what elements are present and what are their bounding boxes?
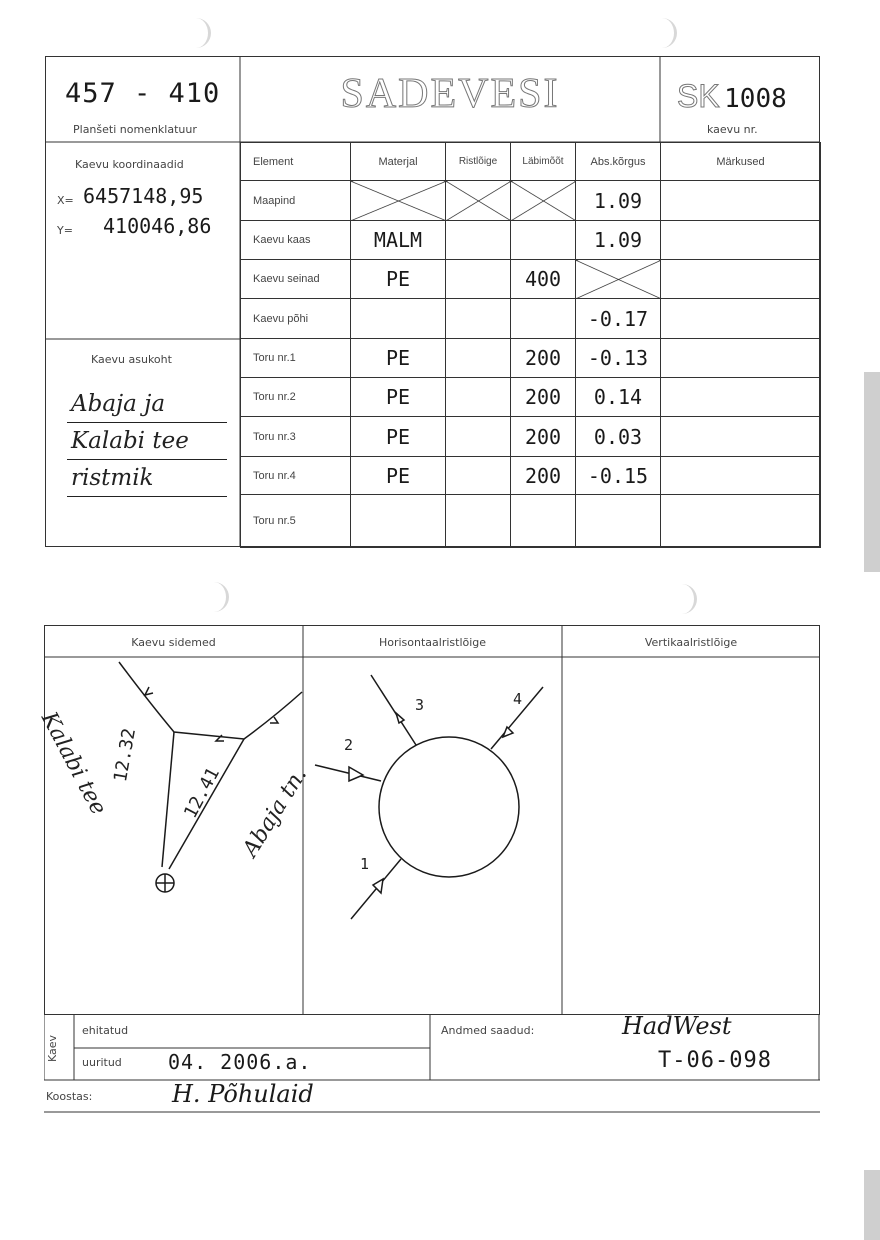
row-element: Toru nr.3 [241, 417, 351, 457]
y-value: 410046,86 [103, 214, 212, 238]
row-notes [661, 181, 821, 221]
row-elevation [576, 495, 661, 548]
row-notes [661, 457, 821, 495]
surveyed-value: 04. 2006.a. [168, 1050, 312, 1074]
table-row [241, 495, 821, 548]
table-row [241, 378, 821, 417]
well-symbol [156, 874, 174, 892]
table-row [241, 339, 821, 378]
row-diameter [511, 221, 576, 260]
location-lines [67, 386, 227, 497]
well-label: kaevu nr. [707, 123, 758, 136]
road-lines [119, 662, 302, 869]
author-label: Koostas: [46, 1090, 93, 1103]
row-elevation: -0.15 [576, 457, 661, 495]
row-diameter: 400 [511, 260, 576, 299]
row-elevation: -0.17 [576, 299, 661, 339]
row-section [446, 457, 511, 495]
row-material [351, 495, 446, 548]
col-header-element: Element [241, 143, 351, 181]
dist-b: 12.41 [180, 764, 224, 822]
row-notes [661, 299, 821, 339]
dist-a: 12.32 [110, 726, 141, 784]
row-diameter: 200 [511, 417, 576, 457]
pipe-lines [315, 675, 543, 919]
well-id [677, 78, 787, 115]
punch-hole-mid-left [208, 582, 229, 612]
row-elevation: 1.09 [576, 221, 661, 260]
row-diameter-crossed [511, 181, 576, 221]
row-notes [661, 260, 821, 299]
sketch-header-links: Kaevu sidemed [131, 636, 216, 649]
table-row [241, 221, 821, 260]
scan-edge-bottom [864, 1170, 880, 1240]
data-label: Andmed saadud: [441, 1024, 535, 1037]
table-header-row [241, 143, 821, 181]
punch-hole-top-left [190, 18, 211, 48]
row-section [446, 299, 511, 339]
row-section-crossed [446, 181, 511, 221]
punch-hole-mid-right [676, 584, 697, 614]
road-right-label: Abaja tn. [238, 763, 313, 862]
row-material: PE [351, 417, 446, 457]
table-row [241, 299, 821, 339]
table-row [241, 457, 821, 495]
side-label: Kaev [46, 1034, 59, 1062]
table-row [241, 181, 821, 221]
data-source: HadWest [622, 1012, 732, 1040]
row-material: PE [351, 457, 446, 495]
pipe-label-4: 4 [513, 690, 523, 708]
row-material: PE [351, 260, 446, 299]
data-code: T-06-098 [658, 1048, 772, 1073]
element-table [240, 142, 821, 548]
row-elevation-crossed [576, 260, 661, 299]
table-row [241, 260, 821, 299]
y-prefix: Y= [57, 224, 73, 237]
col-header-notes: Märkused [661, 143, 821, 181]
row-section [446, 378, 511, 417]
built-label: ehitatud [82, 1024, 129, 1037]
row-diameter: 200 [511, 339, 576, 378]
row-element: Kaevu põhi [241, 299, 351, 339]
row-element: Toru nr.4 [241, 457, 351, 495]
row-elevation: 0.14 [576, 378, 661, 417]
punch-hole-top-right [656, 18, 677, 48]
row-diameter [511, 299, 576, 339]
well-id-prefix: SK [677, 78, 720, 114]
row-diameter: 200 [511, 378, 576, 417]
row-element: Kaevu kaas [241, 221, 351, 260]
row-notes [661, 495, 821, 548]
col-header-section: Ristlõige [446, 143, 511, 181]
pipe-label-2: 2 [344, 736, 354, 754]
row-diameter: 200 [511, 457, 576, 495]
col-header-diameter: Läbimõõt [511, 143, 576, 181]
sketch-header-vertical: Vertikaalristlõige [644, 636, 738, 649]
x-prefix: X= [57, 194, 74, 207]
col-header-material: Materjal [351, 143, 446, 181]
plan-number: 457 - 410 [65, 78, 221, 109]
author-value: H. Põhulaid [172, 1080, 314, 1108]
row-material-crossed [351, 181, 446, 221]
form-title: SADEVESI [340, 71, 560, 117]
row-section [446, 417, 511, 457]
well-circle [379, 737, 519, 877]
col-header-elevation: Abs.kõrgus [576, 143, 661, 181]
location-label: Kaevu asukoht [91, 353, 172, 366]
pipe-label-1: 1 [360, 855, 370, 873]
row-notes [661, 417, 821, 457]
row-notes [661, 378, 821, 417]
location-line: Kalabi tee [67, 423, 227, 460]
row-element: Kaevu seinad [241, 260, 351, 299]
row-element: Maapind [241, 181, 351, 221]
row-elevation: -0.13 [576, 339, 661, 378]
row-element: Toru nr.2 [241, 378, 351, 417]
plan-label: Planšeti nomenklatuur [73, 123, 197, 136]
row-element: Toru nr.5 [241, 495, 351, 548]
pipe-label-3: 3 [415, 696, 425, 714]
sketch-header-horizontal: Horisontaalristlõige [378, 636, 487, 649]
coords-label: Kaevu koordinaadid [75, 158, 184, 171]
road-left-label: Kalabi tee [35, 708, 111, 820]
x-value: 6457148,95 [83, 184, 204, 208]
horizontal-section [303, 657, 562, 1015]
row-elevation: 1.09 [576, 181, 661, 221]
well-id-number: 1008 [724, 84, 787, 114]
surveyed-label: uuritud [82, 1056, 122, 1069]
row-element: Toru nr.1 [241, 339, 351, 378]
row-material: PE [351, 378, 446, 417]
location-line: Abaja ja [67, 386, 227, 423]
row-notes [661, 339, 821, 378]
location-line: ristmik [67, 460, 227, 497]
row-material: MALM [351, 221, 446, 260]
row-material [351, 299, 446, 339]
row-diameter [511, 495, 576, 548]
row-elevation: 0.03 [576, 417, 661, 457]
row-material: PE [351, 339, 446, 378]
row-section [446, 339, 511, 378]
row-section [446, 260, 511, 299]
table-row [241, 417, 821, 457]
row-section [446, 221, 511, 260]
row-section [446, 495, 511, 548]
scan-edge-top [864, 372, 880, 572]
row-notes [661, 221, 821, 260]
